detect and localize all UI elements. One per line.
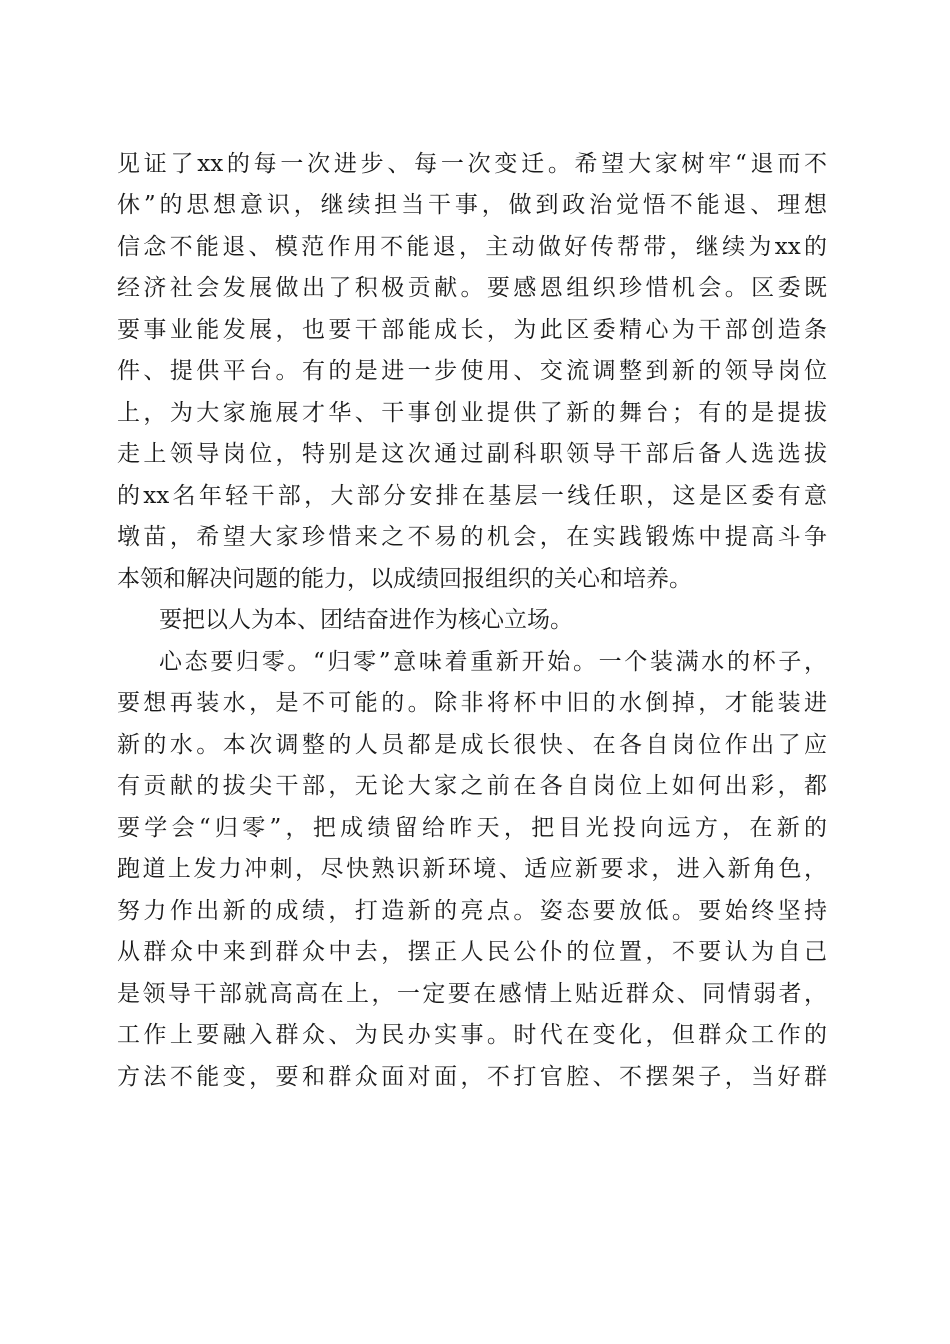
text-line: 有贡献的拔尖干部，无论大家之前在各自岗位上如何出彩，都	[117, 773, 827, 799]
text-line: 努力作出新的成绩，打造新的亮点。姿态要放低。要始终坚持	[117, 898, 827, 924]
text-line: 新的水。本次调整的人员都是成长很快、在各自岗位作出了应	[117, 732, 827, 758]
text-line: 走上领导岗位，特别是这次通过副科职领导干部后备人选选拔	[117, 441, 827, 467]
text-line: 要学会“归零”，把成绩留给昨天，把目光投向远方，在新的	[117, 815, 827, 841]
text-line: 的xx名年轻干部，大部分安排在基层一线任职，这是区委有意	[117, 483, 827, 509]
text-line: 休”的思想意识，继续担当干事，做到政治觉悟不能退、理想	[117, 192, 827, 218]
text-line: 工作上要融入群众、为民办实事。时代在变化，但群众工作的	[117, 1022, 827, 1048]
text-line: 方法不能变，要和群众面对面，不打官腔、不摆架子，当好群	[117, 1064, 827, 1090]
text-line: 跑道上发力冲刺，尽快熟识新环境、适应新要求，进入新角色，	[117, 856, 827, 882]
text-line: 见证了xx的每一次进步、每一次变迁。希望大家树牢“退而不	[117, 151, 827, 177]
text-line: 从群众中来到群众中去，摆正人民公仆的位置，不要认为自己	[117, 939, 827, 965]
paragraph-end-line: 本领和解决问题的能力，以成绩回报组织的关心和培养。	[117, 566, 692, 592]
paragraph-start-line: 心态要归零。“归零”意味着重新开始。一个装满水的杯子，	[159, 649, 827, 675]
text-line: 经济社会发展做出了积极贡献。要感恩组织珍惜机会。区委既	[117, 275, 827, 301]
section-heading-line: 要把以人为本、团结奋进作为核心立场。	[159, 607, 573, 633]
text-line: 件、提供平台。有的是进一步使用、交流调整到新的领导岗位	[117, 358, 827, 384]
text-line: 要事业能发展，也要干部能成长，为此区委精心为干部创造条	[117, 317, 827, 343]
text-line: 信念不能退、模范作用不能退，主动做好传帮带，继续为xx的	[117, 234, 827, 260]
text-line: 墩苗，希望大家珍惜来之不易的机会，在实践锻炼中提高斗争	[117, 524, 827, 550]
text-line: 上，为大家施展才华、干事创业提供了新的舞台；有的是提拔	[117, 400, 827, 426]
text-line: 是领导干部就高高在上，一定要在感情上贴近群众、同情弱者，	[117, 981, 827, 1007]
text-line: 要想再装水，是不可能的。除非将杯中旧的水倒掉，才能装进	[117, 690, 827, 716]
